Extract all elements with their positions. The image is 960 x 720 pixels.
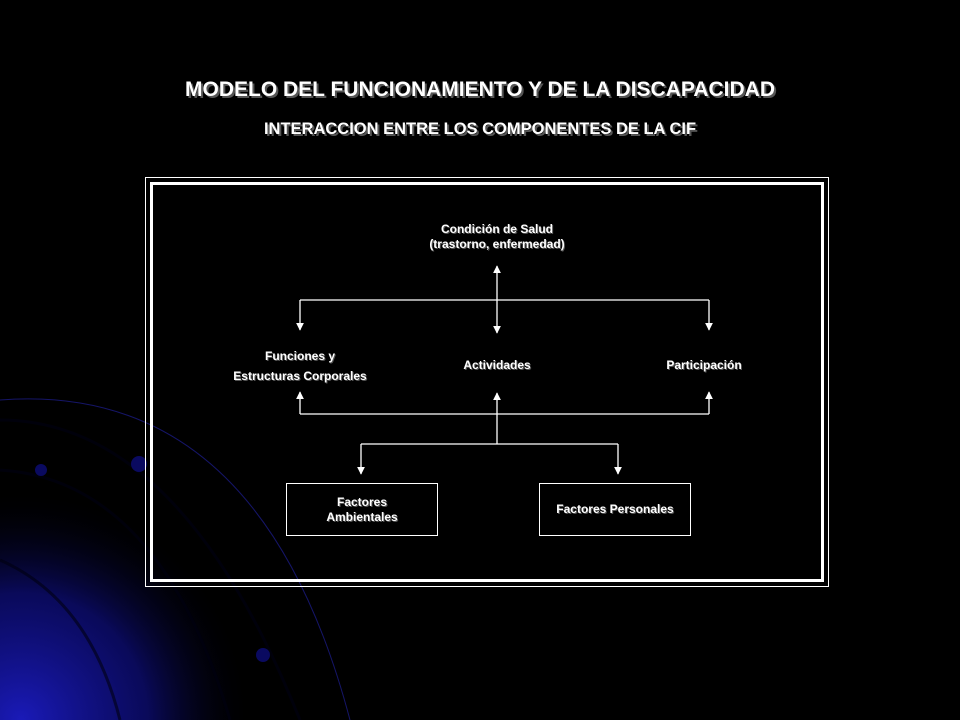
node-participation — [644, 358, 764, 373]
slide-title: MODELO DEL FUNCIONAMIENTO Y DE LA DISCAPACIDAD — [185, 78, 775, 101]
node-functions-structures — [210, 346, 390, 386]
activities-label: Actividades — [463, 358, 531, 372]
functions-line2: Estructuras Corporales — [233, 369, 367, 383]
environmental-line2: Ambientales — [326, 509, 398, 524]
environmental-line1: Factores — [336, 494, 388, 509]
node-health-condition — [387, 222, 607, 252]
node-activities — [437, 358, 557, 373]
functions-line1: Funciones y — [264, 349, 335, 363]
personal-label: Factores Personales — [556, 502, 674, 516]
health-condition-line2: (trastorno, enfermedad) — [429, 237, 565, 251]
slide-subtitle: INTERACCION ENTRE LOS COMPONENTES DE LA CIF — [263, 120, 697, 138]
box-environmental-factors — [286, 483, 438, 536]
box-personal-factors — [539, 483, 691, 536]
participation-label: Participación — [666, 358, 742, 372]
health-condition-line1: Condición de Salud — [440, 222, 553, 236]
